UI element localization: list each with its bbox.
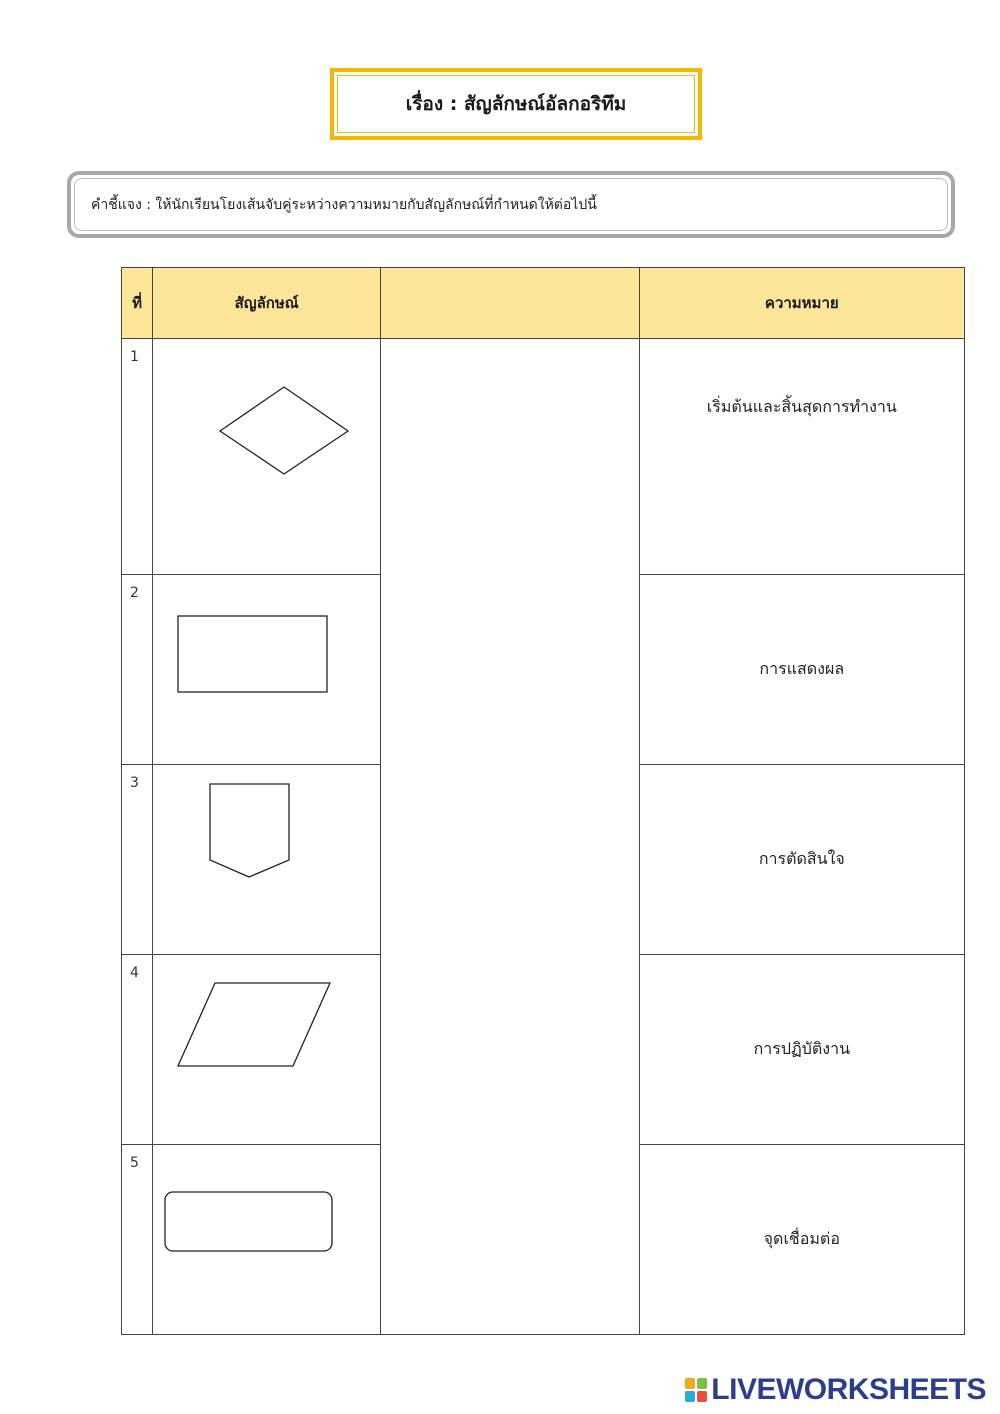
symbol-cell[interactable] [153, 955, 381, 1145]
symbol-cell[interactable] [153, 575, 381, 765]
header-meaning: ความหมาย [639, 268, 964, 339]
table-row [122, 339, 965, 575]
parallelogram-shape-icon [153, 955, 381, 1134]
row-number: 4 [122, 955, 153, 1145]
logo-tile-1 [685, 1378, 695, 1389]
instruction-box [67, 171, 955, 238]
meaning-cell[interactable]: การปฏิบัติงาน [639, 955, 964, 1145]
brand-text: LIVEWORKSHEETS [711, 1373, 986, 1406]
header-middle [381, 268, 639, 339]
meaning-cell[interactable]: การแสดงผล [639, 575, 964, 765]
row-number: 3 [122, 765, 153, 955]
rounded-rectangle-shape-icon [153, 1145, 381, 1324]
brand-watermark [685, 1373, 986, 1407]
pentagon-shape-icon [153, 765, 381, 944]
meaning-cell[interactable]: การตัดสินใจ [639, 765, 964, 955]
symbol-cell[interactable] [153, 765, 381, 955]
rectangle-shape-icon [153, 575, 381, 754]
liveworksheets-logo-icon [685, 1378, 707, 1402]
title-box [330, 68, 702, 140]
matching-area[interactable] [381, 339, 639, 1335]
symbol-cell[interactable] [153, 1145, 381, 1335]
diamond-shape-icon [153, 339, 381, 518]
row-number: 1 [122, 339, 153, 575]
symbol-cell[interactable] [153, 339, 381, 575]
header-number: ที่ [122, 268, 153, 339]
page-title: เรื่อง : สัญลักษณ์อัลกอริทึม [337, 75, 695, 133]
header-symbol: สัญลักษณ์ [153, 268, 381, 339]
row-number: 5 [122, 1145, 153, 1335]
meaning-cell[interactable]: จุดเชื่อมต่อ [639, 1145, 964, 1335]
logo-tile-4 [697, 1391, 707, 1402]
logo-tile-3 [685, 1391, 695, 1402]
row-number: 2 [122, 575, 153, 765]
matching-table [121, 267, 965, 1335]
instruction-text: คำชี้แจง : ให้นักเรียนโยงเส้นจับคู่ระหว่างความหมายกับสัญลักษณ์ที่กำหนดให้ต่อไปนี้ [74, 178, 948, 231]
meaning-cell[interactable]: เริ่มต้นและสิ้นสุดการทำงาน [639, 339, 964, 575]
logo-tile-2 [697, 1378, 707, 1389]
table-header-row [122, 268, 965, 339]
